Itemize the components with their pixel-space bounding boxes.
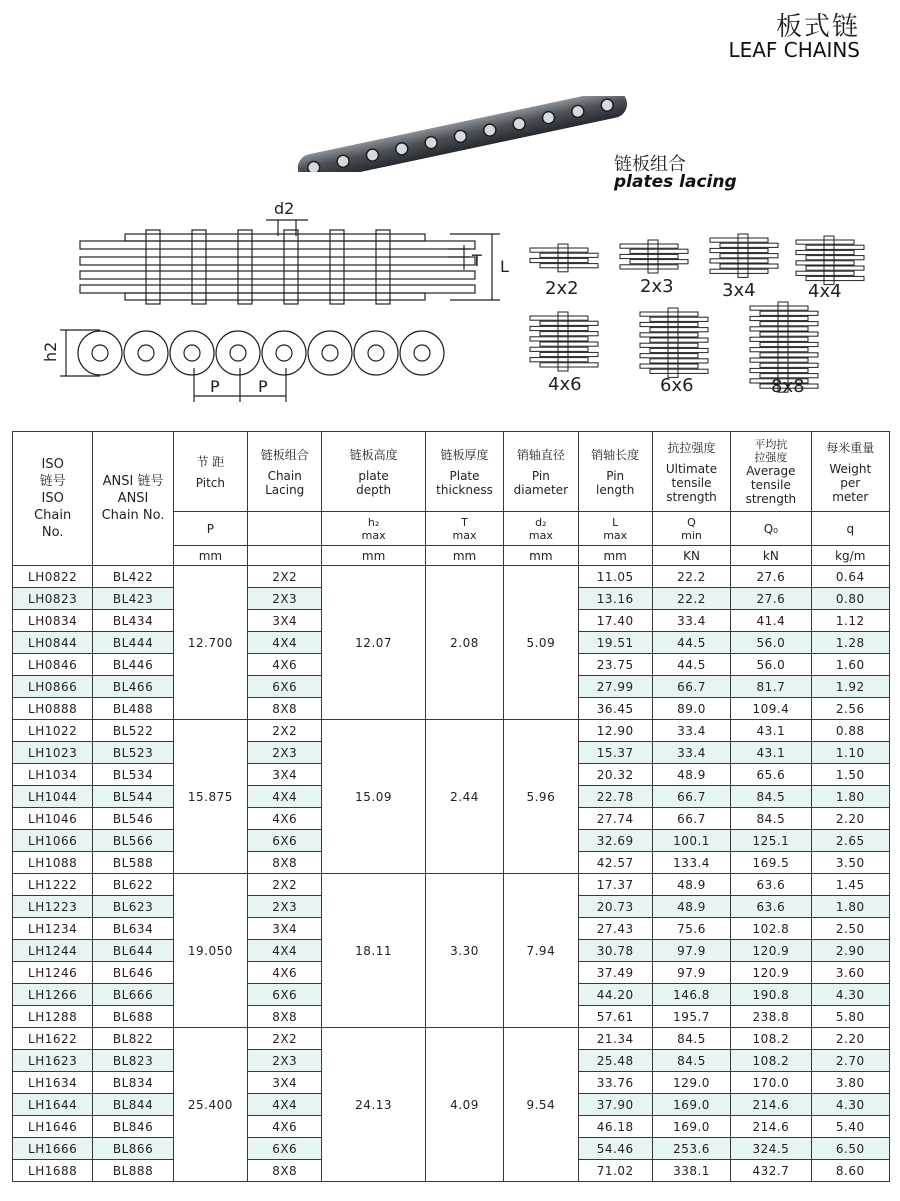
tensile-value: 66.7 (652, 786, 730, 808)
weight-value: 5.80 (811, 1006, 889, 1028)
avg-tensile-value: 169.5 (731, 852, 811, 874)
t-label: T (472, 251, 482, 270)
weight-value: 1.80 (811, 786, 889, 808)
lacing-diagram-4x6 (530, 312, 598, 371)
iso-chain-no: LH1688 (13, 1160, 93, 1182)
lacing-value: 2X2 (248, 1028, 322, 1050)
weight-value: 1.12 (811, 610, 889, 632)
pin-length-value: 37.49 (578, 962, 652, 984)
pitch-label-2: P (258, 377, 268, 396)
tensile-value: 195.7 (652, 1006, 730, 1028)
ansi-chain-no: BL644 (93, 940, 173, 962)
weight-value: 2.90 (811, 940, 889, 962)
lacing-value: 4X6 (248, 654, 322, 676)
iso-chain-no: LH1222 (13, 874, 93, 896)
iso-chain-no: LH0822 (13, 566, 93, 588)
plate-depth-unit: mm (322, 546, 425, 566)
lacing-diagram-4x4 (796, 236, 864, 285)
plates-lacing-title-en: plates lacing (614, 172, 737, 192)
pin-length-value: 21.34 (578, 1028, 652, 1050)
weight-unit: kg/m (811, 546, 889, 566)
ansi-chain-no: BL634 (93, 918, 173, 940)
lacing-value: 4X4 (248, 940, 322, 962)
weight-value: 2.50 (811, 918, 889, 940)
weight-value: 1.92 (811, 676, 889, 698)
avg-tensile-value: 324.5 (731, 1138, 811, 1160)
ansi-chain-no: BL844 (93, 1094, 173, 1116)
avg-tensile-value: 84.5 (731, 808, 811, 830)
lacing-value: 8X8 (248, 1006, 322, 1028)
tensile-value: 33.4 (652, 720, 730, 742)
avg-tensile-value: 56.0 (731, 632, 811, 654)
pin-length-value: 37.90 (578, 1094, 652, 1116)
ansi-chain-no: BL466 (93, 676, 173, 698)
lacing-label-4x6: 4x6 (548, 374, 582, 395)
ansi-chain-no: BL422 (93, 566, 173, 588)
lacing-label-6x6: 6x6 (660, 375, 694, 396)
page-title-en: LEAF CHAINS (728, 38, 860, 62)
iso-chain-no: LH0844 (13, 632, 93, 654)
tensile-value: 97.9 (652, 962, 730, 984)
pin-length-value: 30.78 (578, 940, 652, 962)
tensile-value: 97.9 (652, 940, 730, 962)
ansi-chain-no: BL544 (93, 786, 173, 808)
pin-length-value: 20.32 (578, 764, 652, 786)
plate-depth-symbol: h₂ max (322, 512, 425, 546)
tensile-header: 抗拉强度 Ultimate tensile strength (652, 432, 730, 512)
avg-tensile-value: 432.7 (731, 1160, 811, 1182)
ansi-chain-no: BL646 (93, 962, 173, 984)
pin-length-value: 11.05 (578, 566, 652, 588)
lacing-value: 3X4 (248, 1072, 322, 1094)
iso-chain-no: LH1634 (13, 1072, 93, 1094)
pin-length-value: 23.75 (578, 654, 652, 676)
iso-chain-no: LH1234 (13, 918, 93, 940)
avg-tensile-value: 214.6 (731, 1094, 811, 1116)
avg-tensile-value: 65.6 (731, 764, 811, 786)
weight-value: 2.20 (811, 808, 889, 830)
pitch-value: 25.400 (173, 1028, 247, 1182)
weight-value: 0.64 (811, 566, 889, 588)
weight-value: 4.30 (811, 984, 889, 1006)
weight-value: 2.20 (811, 1028, 889, 1050)
avg-tensile-symbol: Q₀ (731, 512, 811, 546)
plates-lacing-title-cn: 链板组合 (614, 154, 686, 175)
weight-value: 1.60 (811, 654, 889, 676)
pitch-value: 15.875 (173, 720, 247, 874)
avg-tensile-value: 81.7 (731, 676, 811, 698)
tensile-value: 33.4 (652, 610, 730, 632)
weight-value: 2.56 (811, 698, 889, 720)
thickness-value: 4.09 (425, 1028, 503, 1182)
iso-chain-no: LH0834 (13, 610, 93, 632)
pitch-header: 节 距 Pitch (173, 432, 247, 512)
d2-label: d2 (274, 199, 295, 218)
tensile-value: 48.9 (652, 764, 730, 786)
pitch-value: 12.700 (173, 566, 247, 720)
ansi-chain-no: BL834 (93, 1072, 173, 1094)
lacing-value: 6X6 (248, 830, 322, 852)
pin-length-value: 44.20 (578, 984, 652, 1006)
ansi-chain-no: BL423 (93, 588, 173, 610)
avg-tensile-value: 27.6 (731, 566, 811, 588)
weight-value: 6.50 (811, 1138, 889, 1160)
iso-chain-no: LH1623 (13, 1050, 93, 1072)
lacing-value: 2X3 (248, 742, 322, 764)
avg-tensile-value: 108.2 (731, 1028, 811, 1050)
weight-value: 1.28 (811, 632, 889, 654)
weight-value: 2.70 (811, 1050, 889, 1072)
pin-length-symbol: L max (578, 512, 652, 546)
tensile-value: 48.9 (652, 896, 730, 918)
iso-chain-no: LH1044 (13, 786, 93, 808)
plate-depth-value: 15.09 (322, 720, 425, 874)
lacing-value: 3X4 (248, 610, 322, 632)
thickness-value: 2.08 (425, 566, 503, 720)
ansi-chain-no: BL446 (93, 654, 173, 676)
pin-length-value: 32.69 (578, 830, 652, 852)
avg-tensile-value: 102.8 (731, 918, 811, 940)
lacing-value: 6X6 (248, 676, 322, 698)
ansi-chain-no: BL622 (93, 874, 173, 896)
l-label: L (500, 257, 509, 276)
weight-value: 4.30 (811, 1094, 889, 1116)
tensile-value: 75.6 (652, 918, 730, 940)
weight-value: 0.80 (811, 588, 889, 610)
avg-tensile-value: 43.1 (731, 742, 811, 764)
tensile-value: 44.5 (652, 632, 730, 654)
iso-chain-no: LH1622 (13, 1028, 93, 1050)
pin-length-unit: mm (578, 546, 652, 566)
page-title-cn: 板式链 (775, 12, 860, 42)
lacing-value: 2X3 (248, 896, 322, 918)
lacing-label-2x2: 2x2 (545, 278, 579, 299)
tensile-symbol: Q min (652, 512, 730, 546)
lacing-label-8x8: 8x8 (771, 376, 805, 397)
lacing-value: 6X6 (248, 1138, 322, 1160)
avg-tensile-value: 43.1 (731, 720, 811, 742)
ansi-chain-no: BL822 (93, 1028, 173, 1050)
lacing-value: 2X2 (248, 720, 322, 742)
avg-tensile-value: 125.1 (731, 830, 811, 852)
pin-dia-value: 7.94 (504, 874, 578, 1028)
pin-diameter-unit: mm (504, 546, 578, 566)
iso-chain-no: LH1088 (13, 852, 93, 874)
lacing-header: 链板组合 Chain Lacing (248, 432, 322, 512)
pin-length-value: 57.61 (578, 1006, 652, 1028)
iso-chain-no: LH0846 (13, 654, 93, 676)
leaf-chain-spec-table (12, 431, 890, 1182)
weight-value: 5.40 (811, 1116, 889, 1138)
pin-length-value: 17.40 (578, 610, 652, 632)
tensile-unit: KN (652, 546, 730, 566)
pin-length-value: 71.02 (578, 1160, 652, 1182)
tensile-value: 338.1 (652, 1160, 730, 1182)
pin-length-value: 27.43 (578, 918, 652, 940)
ansi-chain-no: BL546 (93, 808, 173, 830)
table-row (13, 874, 890, 896)
avg-tensile-value: 56.0 (731, 654, 811, 676)
pin-length-value: 22.78 (578, 786, 652, 808)
avg-tensile-value: 120.9 (731, 962, 811, 984)
tensile-value: 129.0 (652, 1072, 730, 1094)
ansi-header: ANSI 链号 ANSI Chain No. (93, 432, 173, 566)
thickness-header: 链板厚度 Plate thickness (425, 432, 503, 512)
tensile-value: 22.2 (652, 566, 730, 588)
ansi-chain-no: BL823 (93, 1050, 173, 1072)
lacing-value: 4X4 (248, 1094, 322, 1116)
lacing-value: 4X6 (248, 808, 322, 830)
pitch-unit: mm (173, 546, 247, 566)
lacing-label-4x4: 4x4 (808, 281, 842, 302)
lacing-value: 4X4 (248, 632, 322, 654)
pin-length-value: 15.37 (578, 742, 652, 764)
pin-length-value: 42.57 (578, 852, 652, 874)
weight-value: 2.65 (811, 830, 889, 852)
pitch-symbol: P (173, 512, 247, 546)
pin-diameter-symbol: d₂ max (504, 512, 578, 546)
h2-label: h2 (41, 341, 60, 362)
ansi-chain-no: BL666 (93, 984, 173, 1006)
weight-symbol: q (811, 512, 889, 546)
tensile-value: 44.5 (652, 654, 730, 676)
thickness-value: 2.44 (425, 720, 503, 874)
iso-chain-no: LH1646 (13, 1116, 93, 1138)
avg-tensile-value: 41.4 (731, 610, 811, 632)
weight-value: 8.60 (811, 1160, 889, 1182)
plate-depth-value: 12.07 (322, 566, 425, 720)
iso-chain-no: LH1034 (13, 764, 93, 786)
weight-value: 1.10 (811, 742, 889, 764)
iso-chain-no: LH1066 (13, 830, 93, 852)
tensile-value: 169.0 (652, 1094, 730, 1116)
lacing-value: 2X2 (248, 566, 322, 588)
lacing-value: 2X3 (248, 588, 322, 610)
pin-length-value: 36.45 (578, 698, 652, 720)
tensile-value: 66.7 (652, 808, 730, 830)
iso-chain-no: LH1023 (13, 742, 93, 764)
pin-length-value: 20.73 (578, 896, 652, 918)
ansi-chain-no: BL566 (93, 830, 173, 852)
plate-depth-value: 18.11 (322, 874, 425, 1028)
lacing-value: 4X6 (248, 962, 322, 984)
pin-length-value: 25.48 (578, 1050, 652, 1072)
avg-tensile-header: 平均抗 拉强度 Average tensile strength (731, 432, 811, 512)
tensile-value: 84.5 (652, 1028, 730, 1050)
tensile-value: 22.2 (652, 588, 730, 610)
ansi-chain-no: BL444 (93, 632, 173, 654)
pin-length-value: 19.51 (578, 632, 652, 654)
pin-dia-value: 9.54 (504, 1028, 578, 1182)
lacing-diagrams (520, 228, 890, 398)
pitch-value: 19.050 (173, 874, 247, 1028)
ansi-chain-no: BL522 (93, 720, 173, 742)
thickness-unit: mm (425, 546, 503, 566)
iso-chain-no: LH1266 (13, 984, 93, 1006)
table-row (13, 566, 890, 588)
avg-tensile-value: 120.9 (731, 940, 811, 962)
tensile-value: 253.6 (652, 1138, 730, 1160)
tensile-value: 100.1 (652, 830, 730, 852)
avg-tensile-unit: kN (731, 546, 811, 566)
iso-chain-no: LH1223 (13, 896, 93, 918)
lacing-value: 3X4 (248, 918, 322, 940)
avg-tensile-value: 63.6 (731, 896, 811, 918)
dimension-drawing (30, 190, 520, 410)
iso-chain-no: LH1644 (13, 1094, 93, 1116)
tensile-value: 33.4 (652, 742, 730, 764)
lacing-value: 4X6 (248, 1116, 322, 1138)
pin-length-value: 33.76 (578, 1072, 652, 1094)
lacing-unit (248, 546, 322, 566)
tensile-value: 133.4 (652, 852, 730, 874)
iso-chain-no: LH0888 (13, 698, 93, 720)
avg-tensile-value: 190.8 (731, 984, 811, 1006)
ansi-chain-no: BL688 (93, 1006, 173, 1028)
table-row (13, 720, 890, 742)
ansi-chain-no: BL588 (93, 852, 173, 874)
lacing-value: 6X6 (248, 984, 322, 1006)
tensile-value: 66.7 (652, 676, 730, 698)
lacing-value: 8X8 (248, 698, 322, 720)
lacing-diagram-2x3 (620, 240, 688, 273)
pin-diameter-header: 销轴直径 Pin diameter (504, 432, 578, 512)
lacing-diagram-3x4 (710, 234, 778, 277)
iso-chain-no: LH0866 (13, 676, 93, 698)
plate-depth-value: 24.13 (322, 1028, 425, 1182)
weight-value: 3.60 (811, 962, 889, 984)
pin-length-value: 54.46 (578, 1138, 652, 1160)
pin-dia-value: 5.09 (504, 566, 578, 720)
table-row (13, 1028, 890, 1050)
lacing-diagram-6x6 (640, 308, 708, 377)
tensile-value: 89.0 (652, 698, 730, 720)
pin-length-header: 销轴长度 Pin length (578, 432, 652, 512)
weight-header: 每米重量 Weight per meter (811, 432, 889, 512)
lacing-value: 3X4 (248, 764, 322, 786)
lacing-symbol (248, 512, 322, 546)
tensile-value: 146.8 (652, 984, 730, 1006)
weight-value: 1.80 (811, 896, 889, 918)
lacing-value: 4X4 (248, 786, 322, 808)
iso-chain-no: LH0823 (13, 588, 93, 610)
pin-length-value: 46.18 (578, 1116, 652, 1138)
ansi-chain-no: BL534 (93, 764, 173, 786)
ansi-chain-no: BL866 (93, 1138, 173, 1160)
ansi-chain-no: BL623 (93, 896, 173, 918)
weight-value: 3.50 (811, 852, 889, 874)
plate-depth-header: 链板高度 plate depth (322, 432, 425, 512)
pitch-label-1: P (210, 377, 220, 396)
tensile-value: 48.9 (652, 874, 730, 896)
avg-tensile-value: 84.5 (731, 786, 811, 808)
thickness-symbol: T max (425, 512, 503, 546)
iso-chain-no: LH1666 (13, 1138, 93, 1160)
pin-length-value: 27.74 (578, 808, 652, 830)
avg-tensile-value: 214.6 (731, 1116, 811, 1138)
lacing-value: 2X2 (248, 874, 322, 896)
pin-dia-value: 5.96 (504, 720, 578, 874)
thickness-value: 3.30 (425, 874, 503, 1028)
pin-length-value: 27.99 (578, 676, 652, 698)
pin-length-value: 12.90 (578, 720, 652, 742)
weight-value: 1.45 (811, 874, 889, 896)
pin-length-value: 13.16 (578, 588, 652, 610)
iso-chain-no: LH1288 (13, 1006, 93, 1028)
pin-length-value: 17.37 (578, 874, 652, 896)
ansi-chain-no: BL488 (93, 698, 173, 720)
tensile-value: 169.0 (652, 1116, 730, 1138)
lacing-value: 2X3 (248, 1050, 322, 1072)
iso-chain-no: LH1046 (13, 808, 93, 830)
iso-header: ISO 链号 ISO Chain No. (13, 432, 93, 566)
avg-tensile-value: 170.0 (731, 1072, 811, 1094)
ansi-chain-no: BL434 (93, 610, 173, 632)
leaf-chain-photo (286, 96, 638, 172)
weight-value: 3.80 (811, 1072, 889, 1094)
weight-value: 1.50 (811, 764, 889, 786)
avg-tensile-value: 63.6 (731, 874, 811, 896)
ansi-chain-no: BL888 (93, 1160, 173, 1182)
lacing-label-2x3: 2x3 (640, 276, 674, 297)
ansi-chain-no: BL523 (93, 742, 173, 764)
weight-value: 0.88 (811, 720, 889, 742)
ansi-chain-no: BL846 (93, 1116, 173, 1138)
iso-chain-no: LH1246 (13, 962, 93, 984)
iso-chain-no: LH1022 (13, 720, 93, 742)
tensile-value: 84.5 (652, 1050, 730, 1072)
lacing-value: 8X8 (248, 1160, 322, 1182)
lacing-diagram-2x2 (530, 244, 598, 272)
lacing-value: 8X8 (248, 852, 322, 874)
avg-tensile-value: 108.2 (731, 1050, 811, 1072)
iso-chain-no: LH1244 (13, 940, 93, 962)
avg-tensile-value: 109.4 (731, 698, 811, 720)
lacing-label-3x4: 3x4 (722, 280, 756, 301)
avg-tensile-value: 27.6 (731, 588, 811, 610)
avg-tensile-value: 238.8 (731, 1006, 811, 1028)
